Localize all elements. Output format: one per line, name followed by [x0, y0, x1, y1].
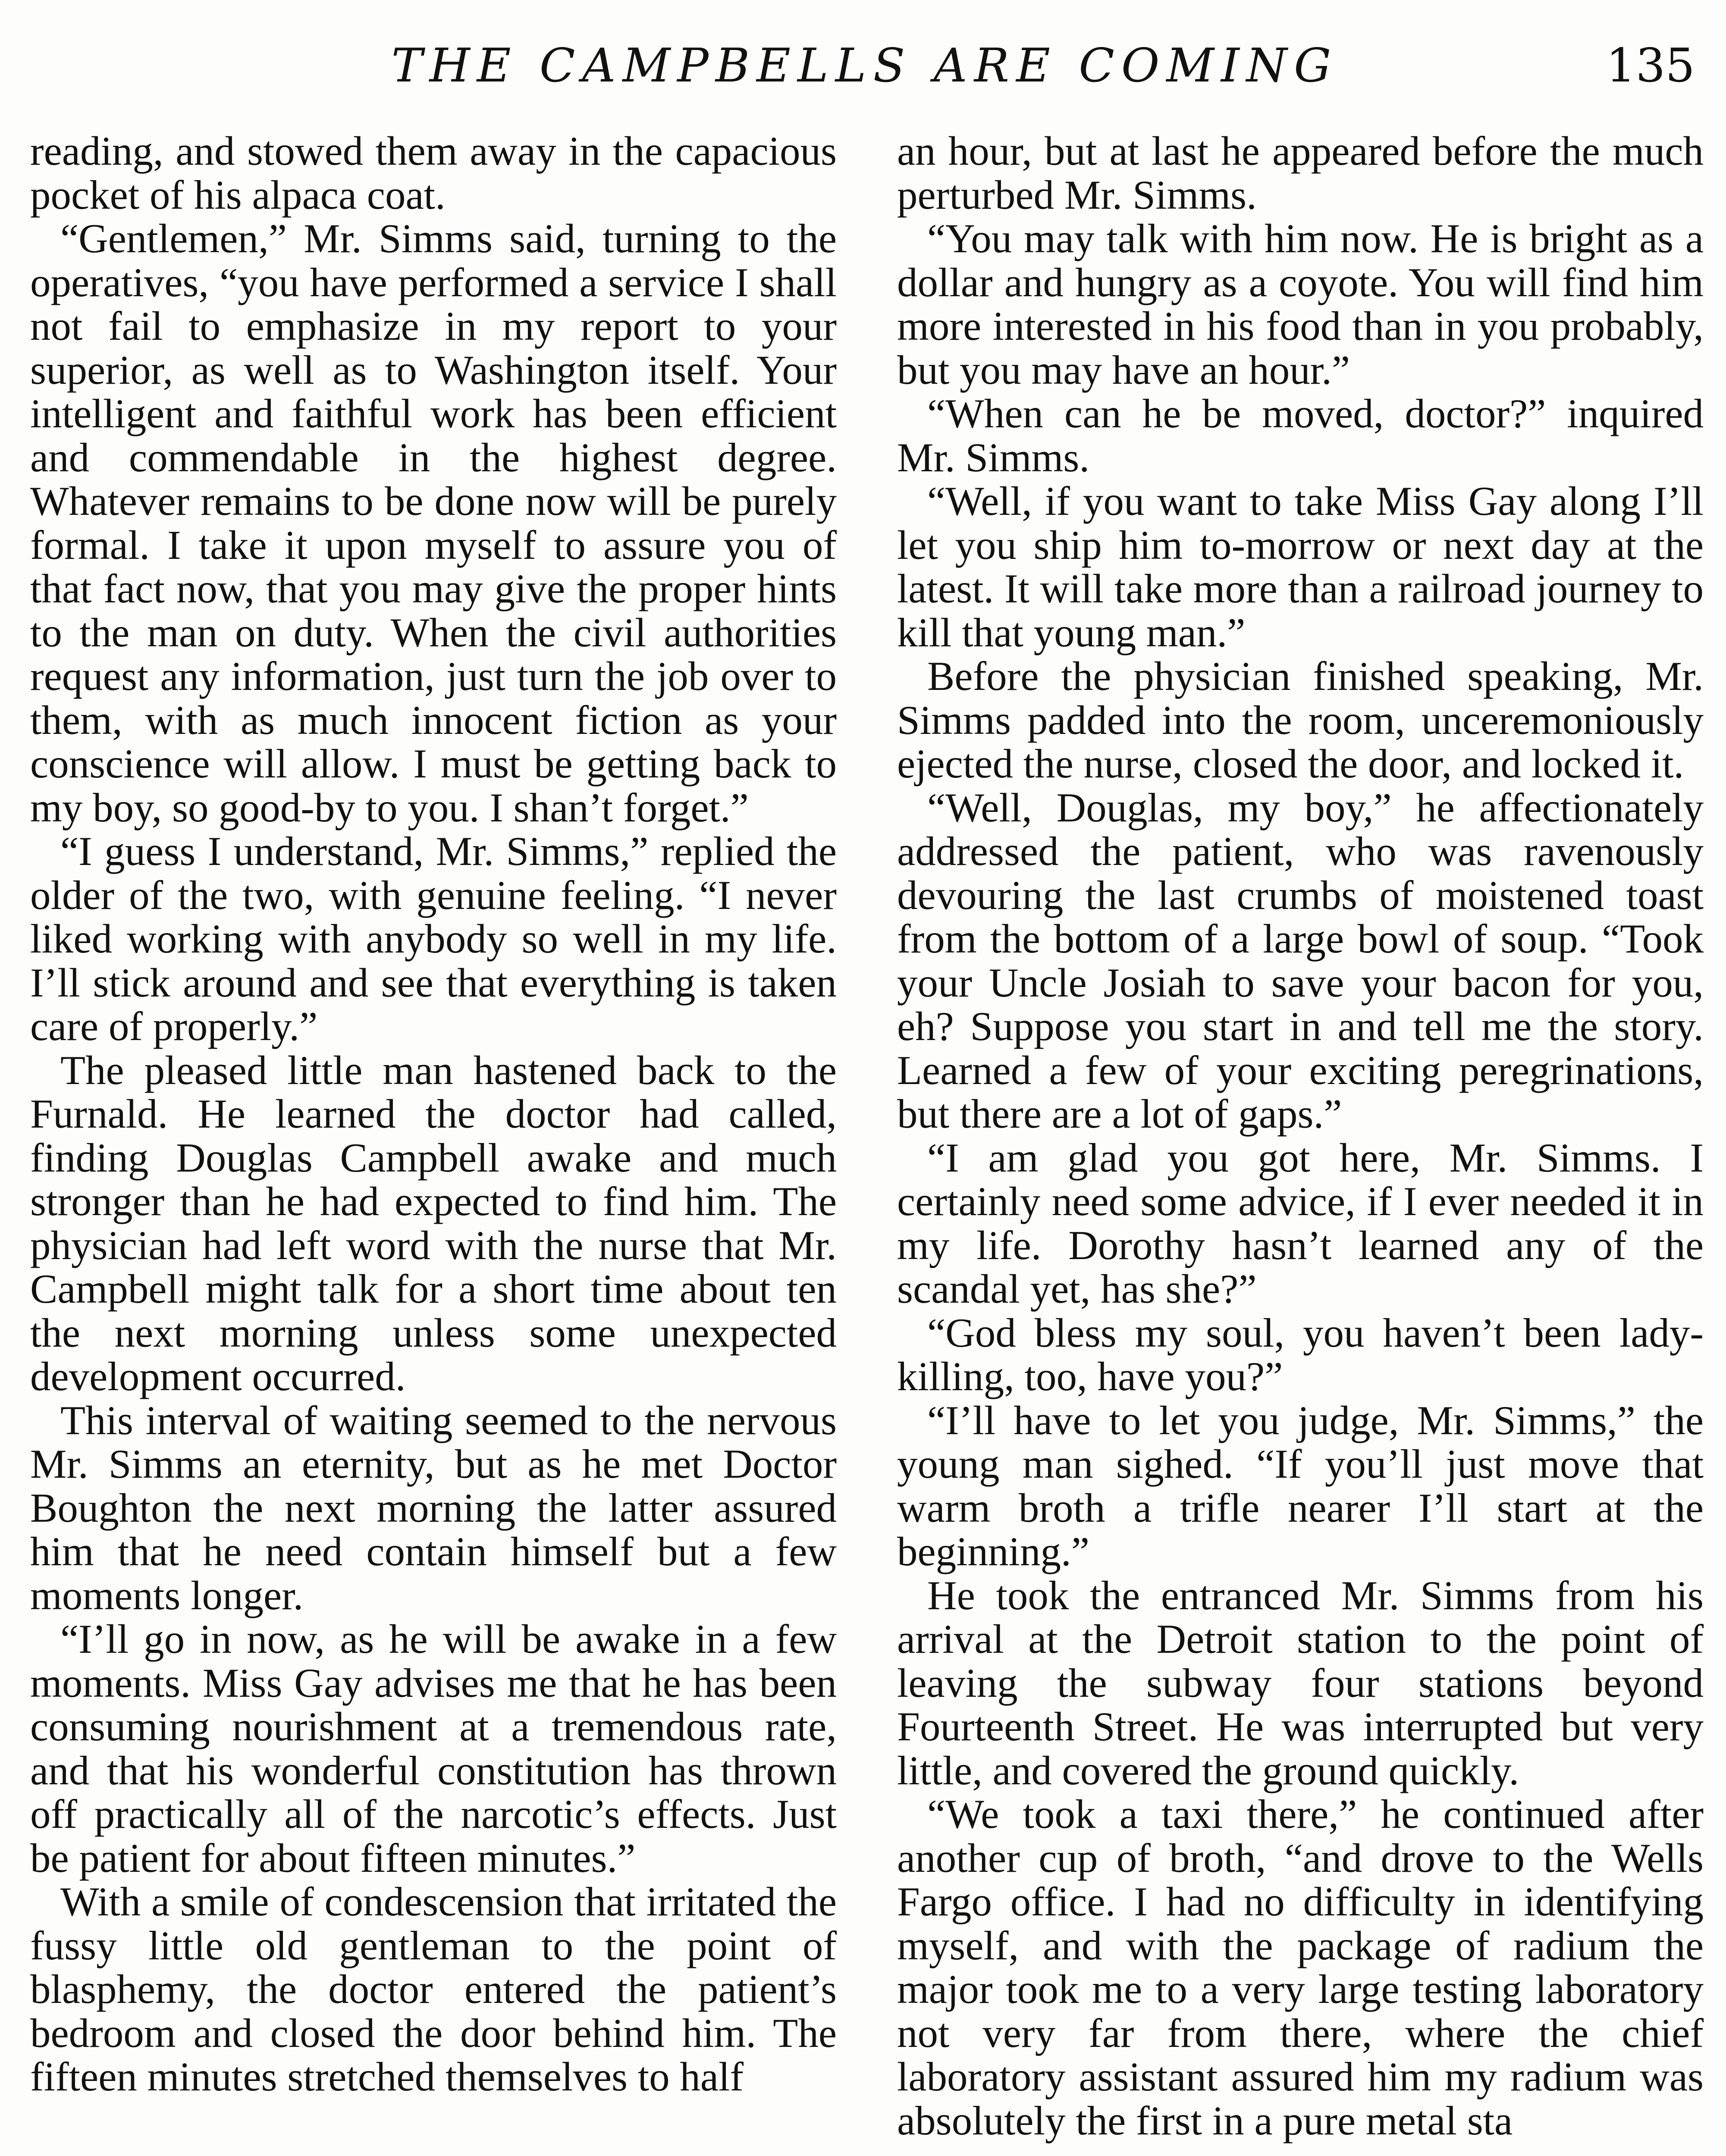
right-column: [897, 129, 1704, 2156]
paragraph: “I’ll go in now, as he will be awake in a few moments. Miss Gay advises me that he has been consuming nourishment at a tremendous rate, and that his wonderful constitution has thrown off practically all of the narcotic’s effects. Just be patient for about fifteen minutes.”: [30, 1616, 837, 1881]
paragraph: “Well, Douglas, my boy,” he affectionately addressed the patient, who was ravenously devouring the last crumbs of moistened toast from the bottom of a large bowl of soup. “Took your Uncle Josiah to save your bacon for you, eh? Suppose you start in and tell me the story. Learned a few of your exciting peregrinations, but there are a lot of gaps.”: [897, 784, 1704, 1137]
paragraph: He took the entranced Mr. Simms from his arrival at the Detroit station to the point of leaving the subway four stations beyond Fourteenth Street. He was interrupted but very little, and covered the ground quickly.: [897, 1572, 1704, 1793]
paragraph: “I’ll have to let you judge, Mr. Simms,” the young man sighed. “If you’ll just move that warm broth a trifle nearer I’ll start at the beginning.”: [897, 1397, 1704, 1574]
paragraph: This interval of waiting seemed to the nervous Mr. Simms an eternity, but as he met Doctor Boughton the next morning the latter assured him that he need contain himself but a few moments longer.: [30, 1397, 837, 1618]
text-columns: [30, 129, 1704, 2156]
paragraph: “We took a taxi there,” he continued after another cup of broth, “and drove to the Wells Fargo office. I had no difficulty in identifying myself, and with the package of radium the major took me to a very large testing laboratory not very far from there, where the chief laboratory assistant assured him my radium was absolutely the first in a pure metal sta: [897, 1791, 1704, 2143]
page-header: [30, 34, 1699, 103]
paragraph: Before the physician finished speaking, Mr. Simms padded into the room, unceremoniously ejected the nurse, closed the door, and locked it.: [897, 653, 1704, 787]
paragraph: reading, and stowed them away in the capacious pocket of his alpaca coat.: [30, 128, 837, 218]
paragraph: The pleased little man hastened back to the Furnald. He learned the doctor had called, finding Douglas Campbell awake and much stronger than he had expected to find him. The physician had left word with the nurse that Mr. Campbell might talk for a short time about ten the next morning unless some unexpected development occurred.: [30, 1047, 837, 1399]
paragraph: “When can he be moved, doctor?” inquired Mr. Simms.: [897, 391, 1704, 480]
paragraph: “I guess I understand, Mr. Simms,” replied the older of the two, with genuine feeling. “I never liked working with anybody so well in my life. I’ll stick around and see that everything is taken care of properly.”: [30, 828, 837, 1049]
left-column: [30, 129, 837, 2156]
paragraph: “God bless my soul, you haven’t been lady-killing, too, have you?”: [897, 1310, 1704, 1399]
paragraph: “Gentlemen,” Mr. Simms said, turning to the operatives, “you have performed a service I shall not fail to emphasize in my report to your superior, as well as to Washington itself. Your intelligent and faithful work has been efficient and commendable in the highest degree. Whatever remains to be done now will be purely formal. I take it upon myself to assure you of that fact now, that you may give the proper hints to the man on duty. When the civil authorities request any information, just turn the job over to them, with as much innocent fiction as your conscience will allow. I must be getting back to my boy, so good-by to you. I shan’t forget.”: [30, 216, 837, 830]
paragraph: “You may talk with him now. He is bright as a dollar and hungry as a coyote. You will find him more interested in his food than in you probably, but you may have an hour.”: [897, 216, 1704, 393]
paragraph: “Well, if you want to take Miss Gay along I’ll let you ship him to-morrow or next day at the latest. It will take more than a railroad journey to kill that young man.”: [897, 478, 1704, 655]
page-number: 135: [1606, 39, 1695, 93]
running-title: THE CAMPBELLS ARE COMING: [391, 39, 1338, 93]
paragraph: an hour, but at last he appeared before the much perturbed Mr. Simms.: [897, 128, 1704, 218]
paragraph: “I am glad you got here, Mr. Simms. I certainly need some advice, if I ever needed it in my life. Dorothy hasn’t learned any of the scandal yet, has she?”: [897, 1134, 1704, 1312]
paragraph: With a smile of condescension that irritated the fussy little old gentleman to the point of blasphemy, the doctor entered the patient’s bedroom and closed the door behind him. The fifteen minutes stretched themselves to half: [30, 1879, 837, 2100]
